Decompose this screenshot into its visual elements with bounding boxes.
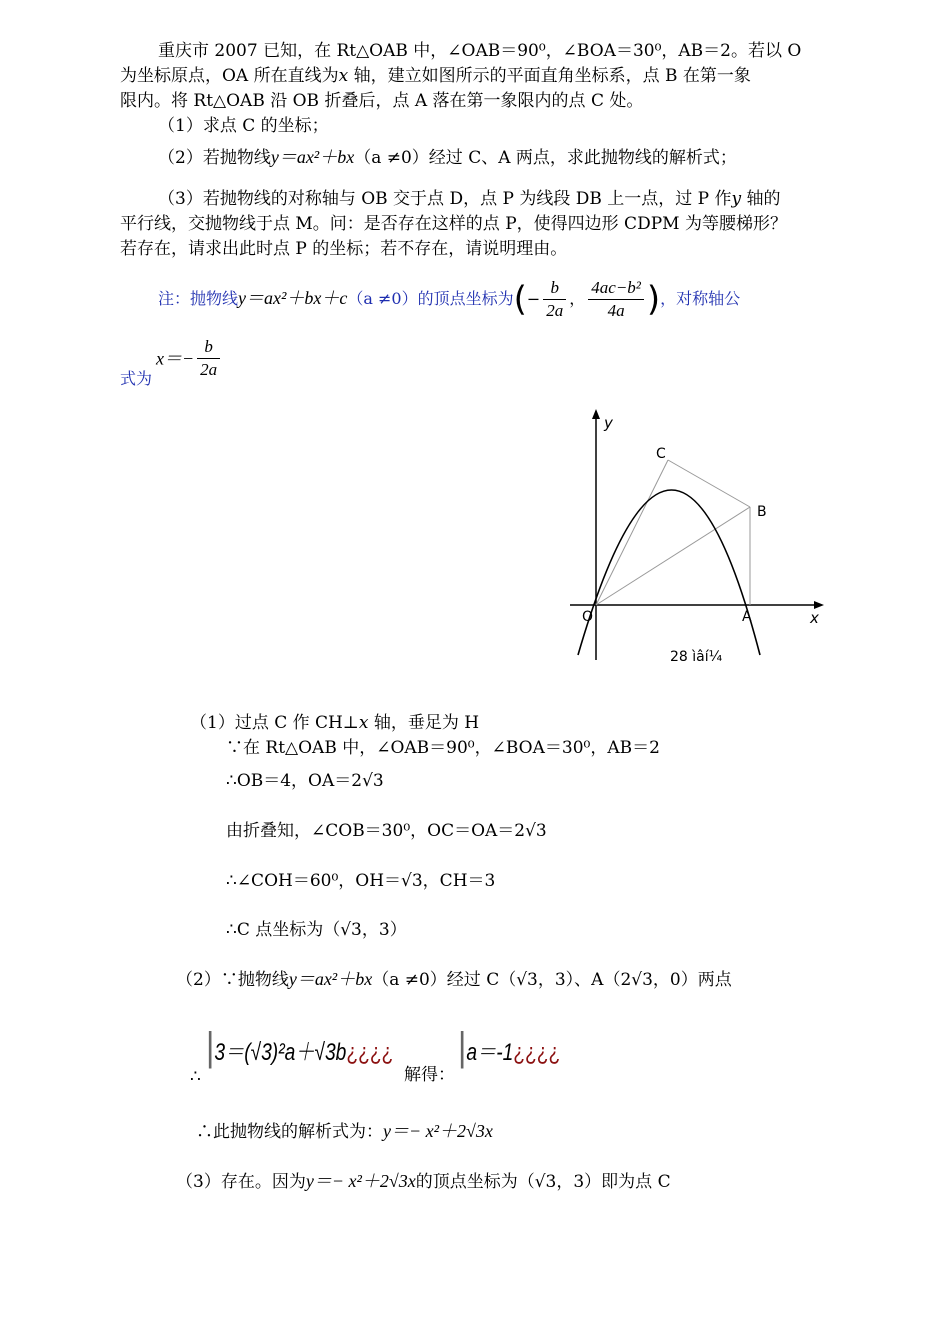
solution-2-line-1 bbox=[176, 968, 732, 991]
solution-1-line-1: （1）过点 C 作 CH⊥𝑥 轴，垂足为 H bbox=[190, 713, 480, 733]
axis-fraction: $\frac{b}{2a}$ bbox=[197, 336, 220, 381]
problem-line-2: 为坐标原点，OA 所在直线为𝑥 轴，建立如图所示的平面直角坐标系，点 B 在第一象 bbox=[120, 66, 751, 86]
solution-2-conclusion bbox=[196, 1120, 493, 1143]
segment-OC bbox=[596, 460, 668, 605]
conclusion-equation: y＝− x²＋2√3x bbox=[383, 1121, 493, 1141]
vertex-x-fraction: $\frac{b}{2a}$ bbox=[543, 277, 566, 322]
system-garbled: ¿¿¿¿ bbox=[346, 1039, 394, 1066]
solution-3-prefix: （3）存在。因为 bbox=[176, 1172, 306, 1192]
solution-3-suffix: 的顶点坐标为（√3，3）即为点 C bbox=[415, 1172, 671, 1192]
solution-1-line-3: ∴OB＝4，OA＝2√3 bbox=[226, 771, 384, 791]
note-axis-label: 式为 bbox=[120, 369, 153, 388]
equation-system: |3＝(√3)²a＋√3b¿¿¿¿ bbox=[206, 1025, 394, 1069]
x-axis-arrow bbox=[814, 601, 824, 609]
question-2-prefix: （2）若抛物线 bbox=[158, 148, 271, 168]
point-A-label: A bbox=[742, 609, 752, 625]
solution-1-line-6: ∴C 点坐标为（√3，3） bbox=[226, 920, 407, 940]
coordinate-figure bbox=[560, 405, 840, 680]
note-axis-formula: x＝− $\frac{b}{2a}$ bbox=[156, 336, 223, 381]
point-B-label: B bbox=[757, 504, 767, 520]
question-1: （1）求点 C 的坐标； bbox=[158, 116, 329, 136]
question-2 bbox=[158, 146, 737, 169]
system-equation: 3＝(√3)²a＋√3b bbox=[214, 1039, 347, 1066]
solution-1-line-4: 由折叠知，∠COB＝30⁰，OC＝OA＝2√3 bbox=[226, 821, 547, 841]
segment-OB bbox=[596, 507, 750, 605]
parabola-curve bbox=[578, 490, 760, 655]
segment-CB bbox=[668, 460, 750, 507]
solution-1-line-2: ∵在 Rt△OAB 中，∠OAB＝90⁰，∠BOA＝30⁰，AB＝2 bbox=[226, 738, 660, 758]
note-equation: y＝ax²＋bx＋c bbox=[238, 288, 348, 308]
solution-2-equation: y＝ax²＋bx bbox=[288, 969, 373, 989]
note-suffix: ，对称轴公 bbox=[660, 289, 741, 308]
point-C-label: C bbox=[656, 446, 666, 462]
conclusion-prefix: ∴此抛物线的解析式为： bbox=[196, 1122, 383, 1142]
question-3-line-3: 若存在，请求出此时点 P 的坐标；若不存在，请说明理由。 bbox=[120, 239, 568, 259]
problem-line-3: 限内。将 Rt△OAB 沿 OB 折叠后，点 A 落在第一象限内的点 C 处。 bbox=[120, 91, 644, 111]
note-condition: （a ≠0）的顶点坐标为 bbox=[347, 289, 514, 308]
solution-2-prefix: （2）∵抛物线 bbox=[176, 970, 289, 990]
solution-1-line-5: ∴∠COH＝60⁰，OH＝√3，CH＝3 bbox=[226, 871, 496, 891]
solution-2-suffix: （a ≠0）经过 C（√3，3）、A（2√3，0）两点 bbox=[372, 970, 732, 990]
vertex-y-fraction: $\frac{\text{4ac−b²}}{4a}$ bbox=[588, 277, 644, 322]
solve-label: 解得： bbox=[404, 1065, 455, 1085]
problem-line-1: 重庆市 2007 已知，在 Rt△OAB 中，∠OAB＝90⁰，∠BOA＝30⁰，AB＝2。若以 O bbox=[158, 41, 802, 61]
y-axis-label: y bbox=[604, 414, 613, 432]
result-a: a＝-1 bbox=[466, 1039, 514, 1066]
x-axis-label: x bbox=[810, 609, 819, 627]
note-prefix: 注：抛物线 bbox=[158, 289, 239, 308]
solution-result: |a＝-1¿¿¿¿ bbox=[458, 1025, 561, 1069]
solution-2-therefore: ∴ bbox=[190, 1067, 201, 1087]
question-2-equation: y＝ax²＋bx bbox=[270, 147, 355, 167]
result-garbled: ¿¿¿¿ bbox=[513, 1039, 561, 1066]
y-axis-arrow bbox=[592, 409, 600, 419]
note-line: 注：抛物线y＝ax²＋bx＋c（a ≠0）的顶点坐标为(− $\frac{b}{2a}$ ， $\frac{\text{4ac−b²}}{4a}$ )，对称轴公 bbox=[158, 278, 741, 320]
point-O-label: O bbox=[582, 609, 594, 625]
solution-3-line bbox=[176, 1170, 671, 1193]
question-3-line-2: 平行线，交抛物线于点 M。问：是否存在这样的点 P，使得四边形 CDPM 为等腰梯形？ bbox=[120, 214, 787, 234]
figure-caption: 28 ìâí¼ bbox=[670, 649, 723, 665]
question-2-suffix: （a ≠0）经过 C、A 两点，求此抛物线的解析式； bbox=[354, 148, 737, 168]
question-3-line-1: （3）若抛物线的对称轴与 OB 交于点 D，点 P 为线段 DB 上一点，过 P 作𝑦 轴的 bbox=[158, 189, 781, 209]
solution-3-equation: y＝− x²＋2√3x bbox=[305, 1171, 416, 1191]
